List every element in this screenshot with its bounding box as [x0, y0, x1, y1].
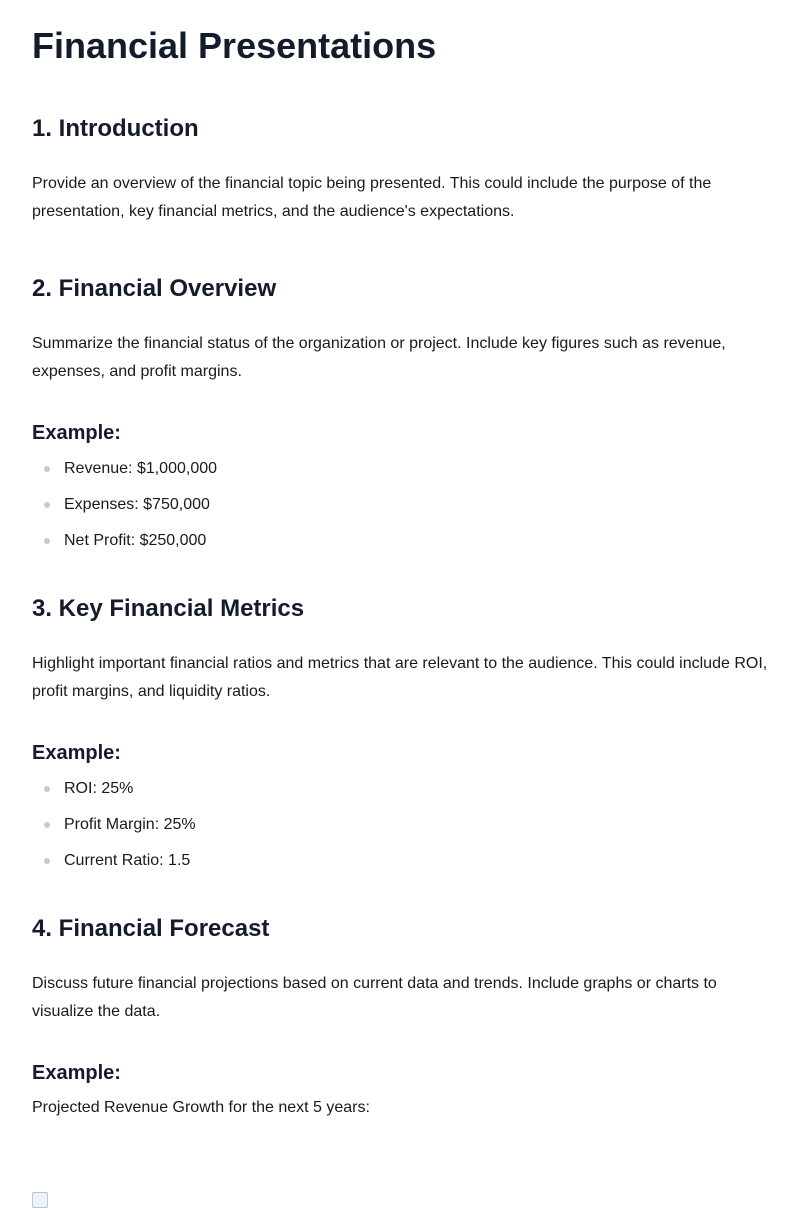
list-item-text: Revenue: $1,000,000 [64, 460, 218, 477]
list-item-text: Profit Margin: 25% [64, 816, 196, 833]
list-item [32, 459, 768, 495]
broken-image-icon [32, 1192, 48, 1208]
section-introduction [32, 114, 768, 226]
example-heading: Example: [32, 742, 121, 764]
bullet-icon [44, 858, 50, 864]
list-item [32, 495, 768, 531]
example-list [32, 459, 768, 567]
section-financial-overview [32, 274, 768, 567]
list-item [32, 779, 768, 815]
section-body: Discuss future financial projections based on current data and trends. Include graphs or charts to visualize the data. [32, 975, 717, 1020]
section-heading: 4. Financial Forecast [32, 915, 270, 942]
list-item [32, 531, 768, 567]
bullet-icon [44, 466, 50, 472]
bullet-icon [44, 502, 50, 508]
example-heading: Example: [32, 422, 121, 444]
list-item-text: Current Ratio: 1.5 [64, 852, 191, 869]
section-body: Provide an overview of the financial topic being presented. This could include the purpose of the presentation, key financial metrics, and the audience's expectations. [32, 175, 712, 220]
section-body: Highlight important financial ratios and metrics that are relevant to the audience. This could include ROI, profit margins, and liquidity ratios. [32, 655, 768, 700]
page-title: Financial Presentations [32, 25, 437, 66]
example-text: Projected Revenue Growth for the next 5 years: [32, 1099, 370, 1116]
section-body: Summarize the financial status of the organization or project. Include key figures such as revenue, expenses, and profit margins. [32, 335, 726, 380]
example-list [32, 779, 768, 887]
list-item [32, 815, 768, 851]
list-item-text: Net Profit: $250,000 [64, 532, 207, 549]
list-item [32, 851, 768, 887]
bullet-icon [44, 786, 50, 792]
bullet-icon [44, 822, 50, 828]
section-key-financial-metrics [32, 594, 768, 887]
bullet-icon [44, 538, 50, 544]
section-heading: 1. Introduction [32, 115, 199, 142]
list-item-text: Expenses: $750,000 [64, 496, 210, 513]
section-financial-forecast [32, 914, 768, 1122]
section-heading: 2. Financial Overview [32, 275, 277, 302]
example-heading: Example: [32, 1062, 121, 1084]
section-heading: 3. Key Financial Metrics [32, 595, 305, 622]
list-item-text: ROI: 25% [64, 780, 134, 797]
